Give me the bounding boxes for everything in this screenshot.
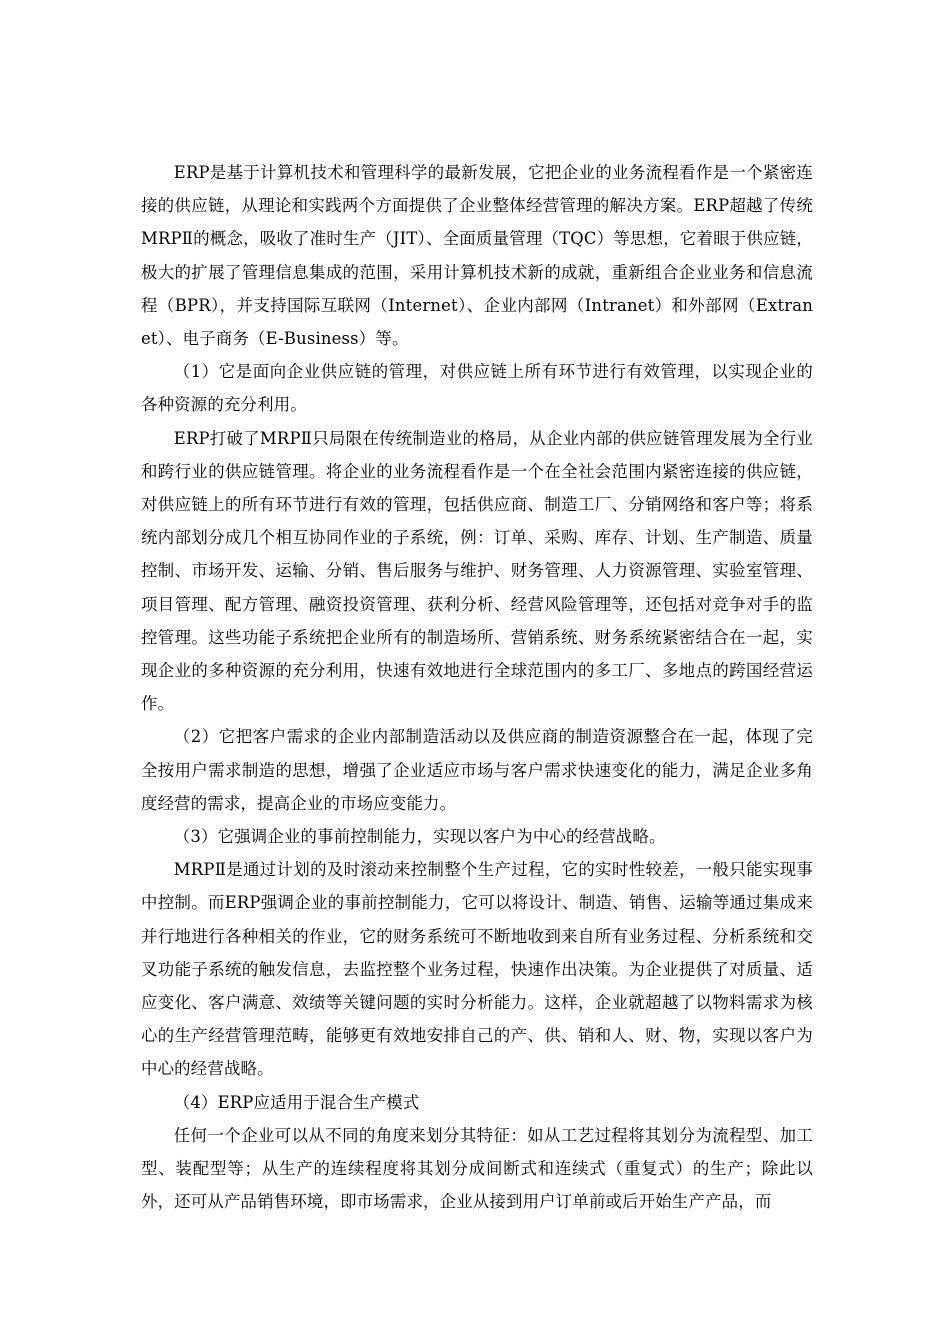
paragraph-production-modes: 任何一个企业可以从不同的角度来划分其特征：如从工艺过程将其划分为流程型、加工型、装配型等；从生产的连续程度将其划分成间断式和连续式（重复式）的生产；除此以外，还可从产品销售环境，即市场需求，企业从接到用户订单前或后开始生产产品，而 [141,1125,813,1212]
paragraph-erp-overview: ERP是基于计算机技术和管理科学的最新发展，它把企业的业务流程看作是一个紧密连接的供应链，从理论和实践两个方面提供了企业整体经营管理的解决方案。ERP超越了传统MRPⅡ的概念，吸收了准时生产（JIT）、全面质量管理（TQC）等思想，它着眼于供应链，极大的扩展了管理信息集成的范围，采用计算机技术新的成就，重新组合企业业务和信息流程（BPR），并支持国际互联网（Internet）、企业内部网（Intranet）和外部网（Extranet）、电子商务（E-Business）等。 [141,163,813,349]
paragraph-point-3-heading: （3）它强调企业的事前控制能力，实现以客户为中心的经营战略。 [173,827,666,847]
paragraph-point-4-heading: （4）ERP应适用于混合生产模式 [173,1092,420,1112]
paragraph-point-1-heading: （1）它是面向企业供应链的管理，对供应链上所有环节进行有效管理，以实现企业的各种资源的充分利用。 [141,362,813,415]
paragraph-mrp-control-detail: MRPⅡ是通过计划的及时滚动来控制整个生产过程，它的实时性较差，一般只能实现事中控制。而ERP强调企业的事前控制能力，它可以将设计、制造、销售、运输等通过集成来并行地进行各种相关的作业，它的财务系统可不断地收到来自所有业务过程、分析系统和交叉功能子系统的触发信息，去监控整个业务过程，快速作出决策。为企业提供了对质量、适应变化、客户满意、效绩等关键问题的实时分析能力。这样，企业就超越了以物料需求为核心的生产经营管理范畴，能够更有效地安排自己的产、供、销和人、财、物，实现以客户为中心的经营战略。 [141,860,813,1079]
paragraph-supply-chain-detail: ERP打破了MRPⅡ只局限在传统制造业的格局，从企业内部的供应链管理发展为全行业和跨行业的供应链管理。将企业的业务流程看作是一个在全社会范围内紧密连接的供应链，对供应链上的所有环节进行有效的管理，包括供应商、制造工厂、分销网络和客户等；将系统内部划分成几个相互协同作业的子系统，例：订单、采购、库存、计划、生产制造、质量控制、市场开发、运输、分销、售后服务与维护、财务管理、人力资源管理、实验室管理、项目管理、配方管理、融资投资管理、获利分析、经营风险管理等，还包括对竞争对手的监控管理。这些功能子系统把企业所有的制造场所、营销系统、财务系统紧密结合在一起，实现企业的多种资源的充分利用，快速有效地进行全球范围内的多工厂、多地点的跨国经营运作。 [141,428,813,714]
body-text [141,156,813,1219]
paragraph-point-2: （2）它把客户需求的企业内部制造活动以及供应商的制造资源整合在一起，体现了完全按用户需求制造的思想，增强了企业适应市场与客户需求快速变化的能力，满足企业多角度经营的需求，提高企业的市场应变能力。 [141,727,813,813]
